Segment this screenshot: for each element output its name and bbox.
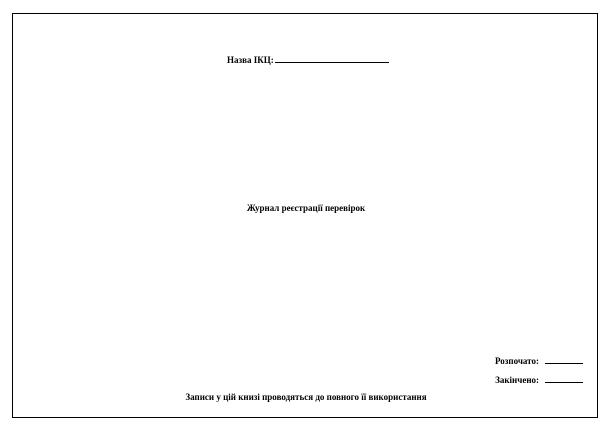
institution-name-blank [275, 54, 389, 63]
finished-row [495, 374, 583, 386]
page-frame [12, 13, 598, 418]
footer-note: Записи у цій книзі проводяться до повного її використання [185, 392, 427, 402]
started-row [495, 355, 583, 367]
started-date-blank [545, 355, 583, 364]
finished-label: Закінчено: [495, 375, 539, 385]
journal-title: Журнал реєстрації перевірок [246, 203, 366, 213]
finished-date-blank [545, 374, 583, 383]
institution-name-label: Назва ІКЦ: [227, 55, 274, 65]
started-label: Розпочато: [495, 356, 539, 366]
